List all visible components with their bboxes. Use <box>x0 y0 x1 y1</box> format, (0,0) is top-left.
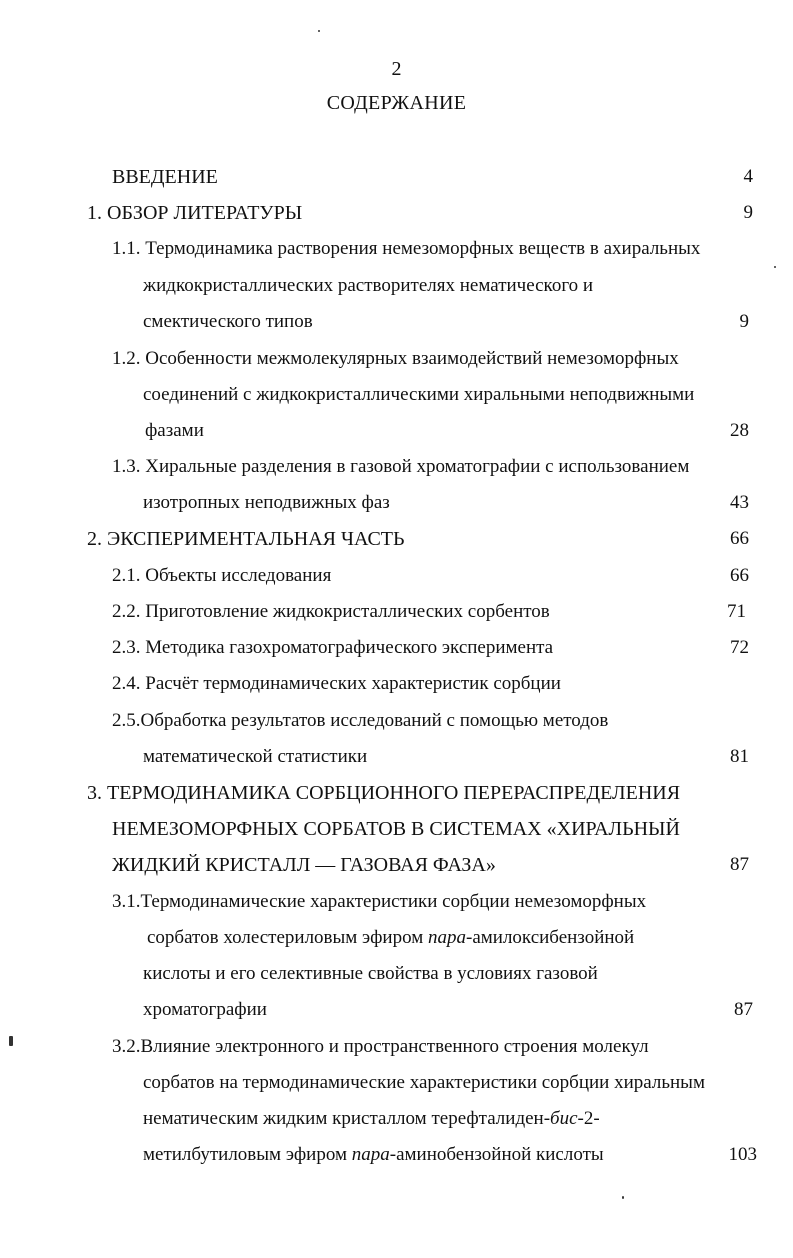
toc-entry-2: 2. ЭКСПЕРИМЕНТАЛЬНАЯ ЧАСТЬ <box>87 528 405 550</box>
toc-entry-1-3-line2: изотропных неподвижных фаз <box>143 492 390 513</box>
toc-entry-3-2-text-d: -аминобензойной кислоты <box>389 1144 604 1165</box>
toc-entry-3-1-line2 <box>147 927 634 949</box>
toc-entry-2-2: 2.2. Приготовление жидкокристаллических сорбентов <box>112 601 550 622</box>
toc-entry-1-2-line3: фазами <box>145 420 204 441</box>
toc-page-1-1: 9 <box>739 311 749 332</box>
toc-entry-3-2-line3 <box>143 1108 600 1130</box>
toc-entry-3-2-italic-para: пара <box>351 1144 390 1165</box>
toc-page-1-3: 43 <box>730 492 749 513</box>
toc-entry-3-2-text-c: метилбутиловым эфиром <box>143 1144 352 1165</box>
scan-speck <box>622 1196 624 1199</box>
toc-entry-1: 1. ОБЗОР ЛИТЕРАТУРЫ <box>87 202 303 224</box>
toc-entry-3-2-italic-bis: бис <box>550 1108 578 1129</box>
toc-page-2-3: 72 <box>730 637 749 658</box>
toc-page-3-2: 103 <box>728 1144 757 1165</box>
toc-entry-2-1: 2.1. Объекты исследования <box>112 565 332 586</box>
toc-page-intro: 4 <box>743 166 753 187</box>
toc-entry-3-1-line1: 3.1.Термодинамические характеристики сорбции немезоморфных <box>112 891 647 912</box>
scan-speck <box>774 266 776 268</box>
toc-page-2-2: 71 <box>727 601 746 622</box>
toc-entry-3-line2: НЕМЕЗОМОРФНЫХ СОРБАТОВ В СИСТЕМАХ «ХИРАЛЬНЫЙ <box>112 818 680 840</box>
toc-page-2: 66 <box>730 528 749 549</box>
toc-entry-intro: ВВЕДЕНИЕ <box>112 166 218 188</box>
toc-entry-3-1-text-b: -амилоксибензойной <box>466 927 635 948</box>
toc-entry-3-line3: ЖИДКИЙ КРИСТАЛЛ — ГАЗОВАЯ ФАЗА» <box>112 854 496 876</box>
toc-entry-2-4: 2.4. Расчёт термодинамических характеристик сорбции <box>112 673 561 694</box>
toc-entry-1-2-line1: 1.2. Особенности межмолекулярных взаимодействий немезоморфных <box>112 348 679 369</box>
scan-mark <box>9 1036 13 1046</box>
toc-entry-3-2-text-a: нематическим жидким кристаллом терефталиден- <box>143 1108 551 1129</box>
toc-entry-3-2-line2: сорбатов на термодинамические характеристики сорбции хиральным <box>143 1072 705 1093</box>
toc-page-2-1: 66 <box>730 565 749 586</box>
toc-page-3: 87 <box>730 854 749 875</box>
toc-entry-3-1-text-a: сорбатов холестериловым эфиром <box>147 927 428 948</box>
scan-speck <box>318 30 320 32</box>
toc-entry-1-1-line3: смектического типов <box>143 311 313 332</box>
toc-page-3-1: 87 <box>734 999 753 1020</box>
toc-entry-3-1-italic-para: пара <box>428 927 466 948</box>
toc-page-1: 9 <box>743 202 753 223</box>
toc-entry-1-3-line1: 1.3. Хиральные разделения в газовой хроматографии с использованием <box>112 456 690 477</box>
toc-entry-3-2-text-b: -2- <box>577 1108 600 1129</box>
toc-entry-3-2-line1: 3.2.Влияние электронного и пространственного строения молекул <box>112 1036 649 1057</box>
toc-entry-3-2-line4 <box>143 1144 604 1166</box>
toc-entry-2-5-line2: математической статистики <box>143 746 368 767</box>
toc-page-1-2: 28 <box>730 420 749 441</box>
toc-entry-1-2-line2: соединений с жидкокристаллическими хиральными неподвижными <box>143 384 695 405</box>
toc-entry-1-1-line1: 1.1. Термодинамика растворения немезоморфных веществ в ахиральных <box>112 238 701 259</box>
toc-entry-3-line1: 3. ТЕРМОДИНАМИКА СОРБЦИОННОГО ПЕРЕРАСПРЕДЕЛЕНИЯ <box>87 782 681 804</box>
page-title: СОДЕРЖАНИЕ <box>326 92 467 114</box>
toc-page-2-5: 81 <box>730 746 749 767</box>
toc-entry-1-1-line2: жидкокристаллических растворителях нематического и <box>143 275 594 296</box>
toc-entry-3-1-line3: кислоты и его селективные свойства в условиях газовой <box>143 963 598 984</box>
toc-entry-3-1-line4: хроматографии <box>143 999 267 1020</box>
toc-entry-2-3: 2.3. Методика газохроматографического эксперимента <box>112 637 554 658</box>
toc-entry-2-5-line1: 2.5.Обработка результатов исследований с помощью методов <box>112 710 609 731</box>
page-number: 2 <box>391 58 402 80</box>
